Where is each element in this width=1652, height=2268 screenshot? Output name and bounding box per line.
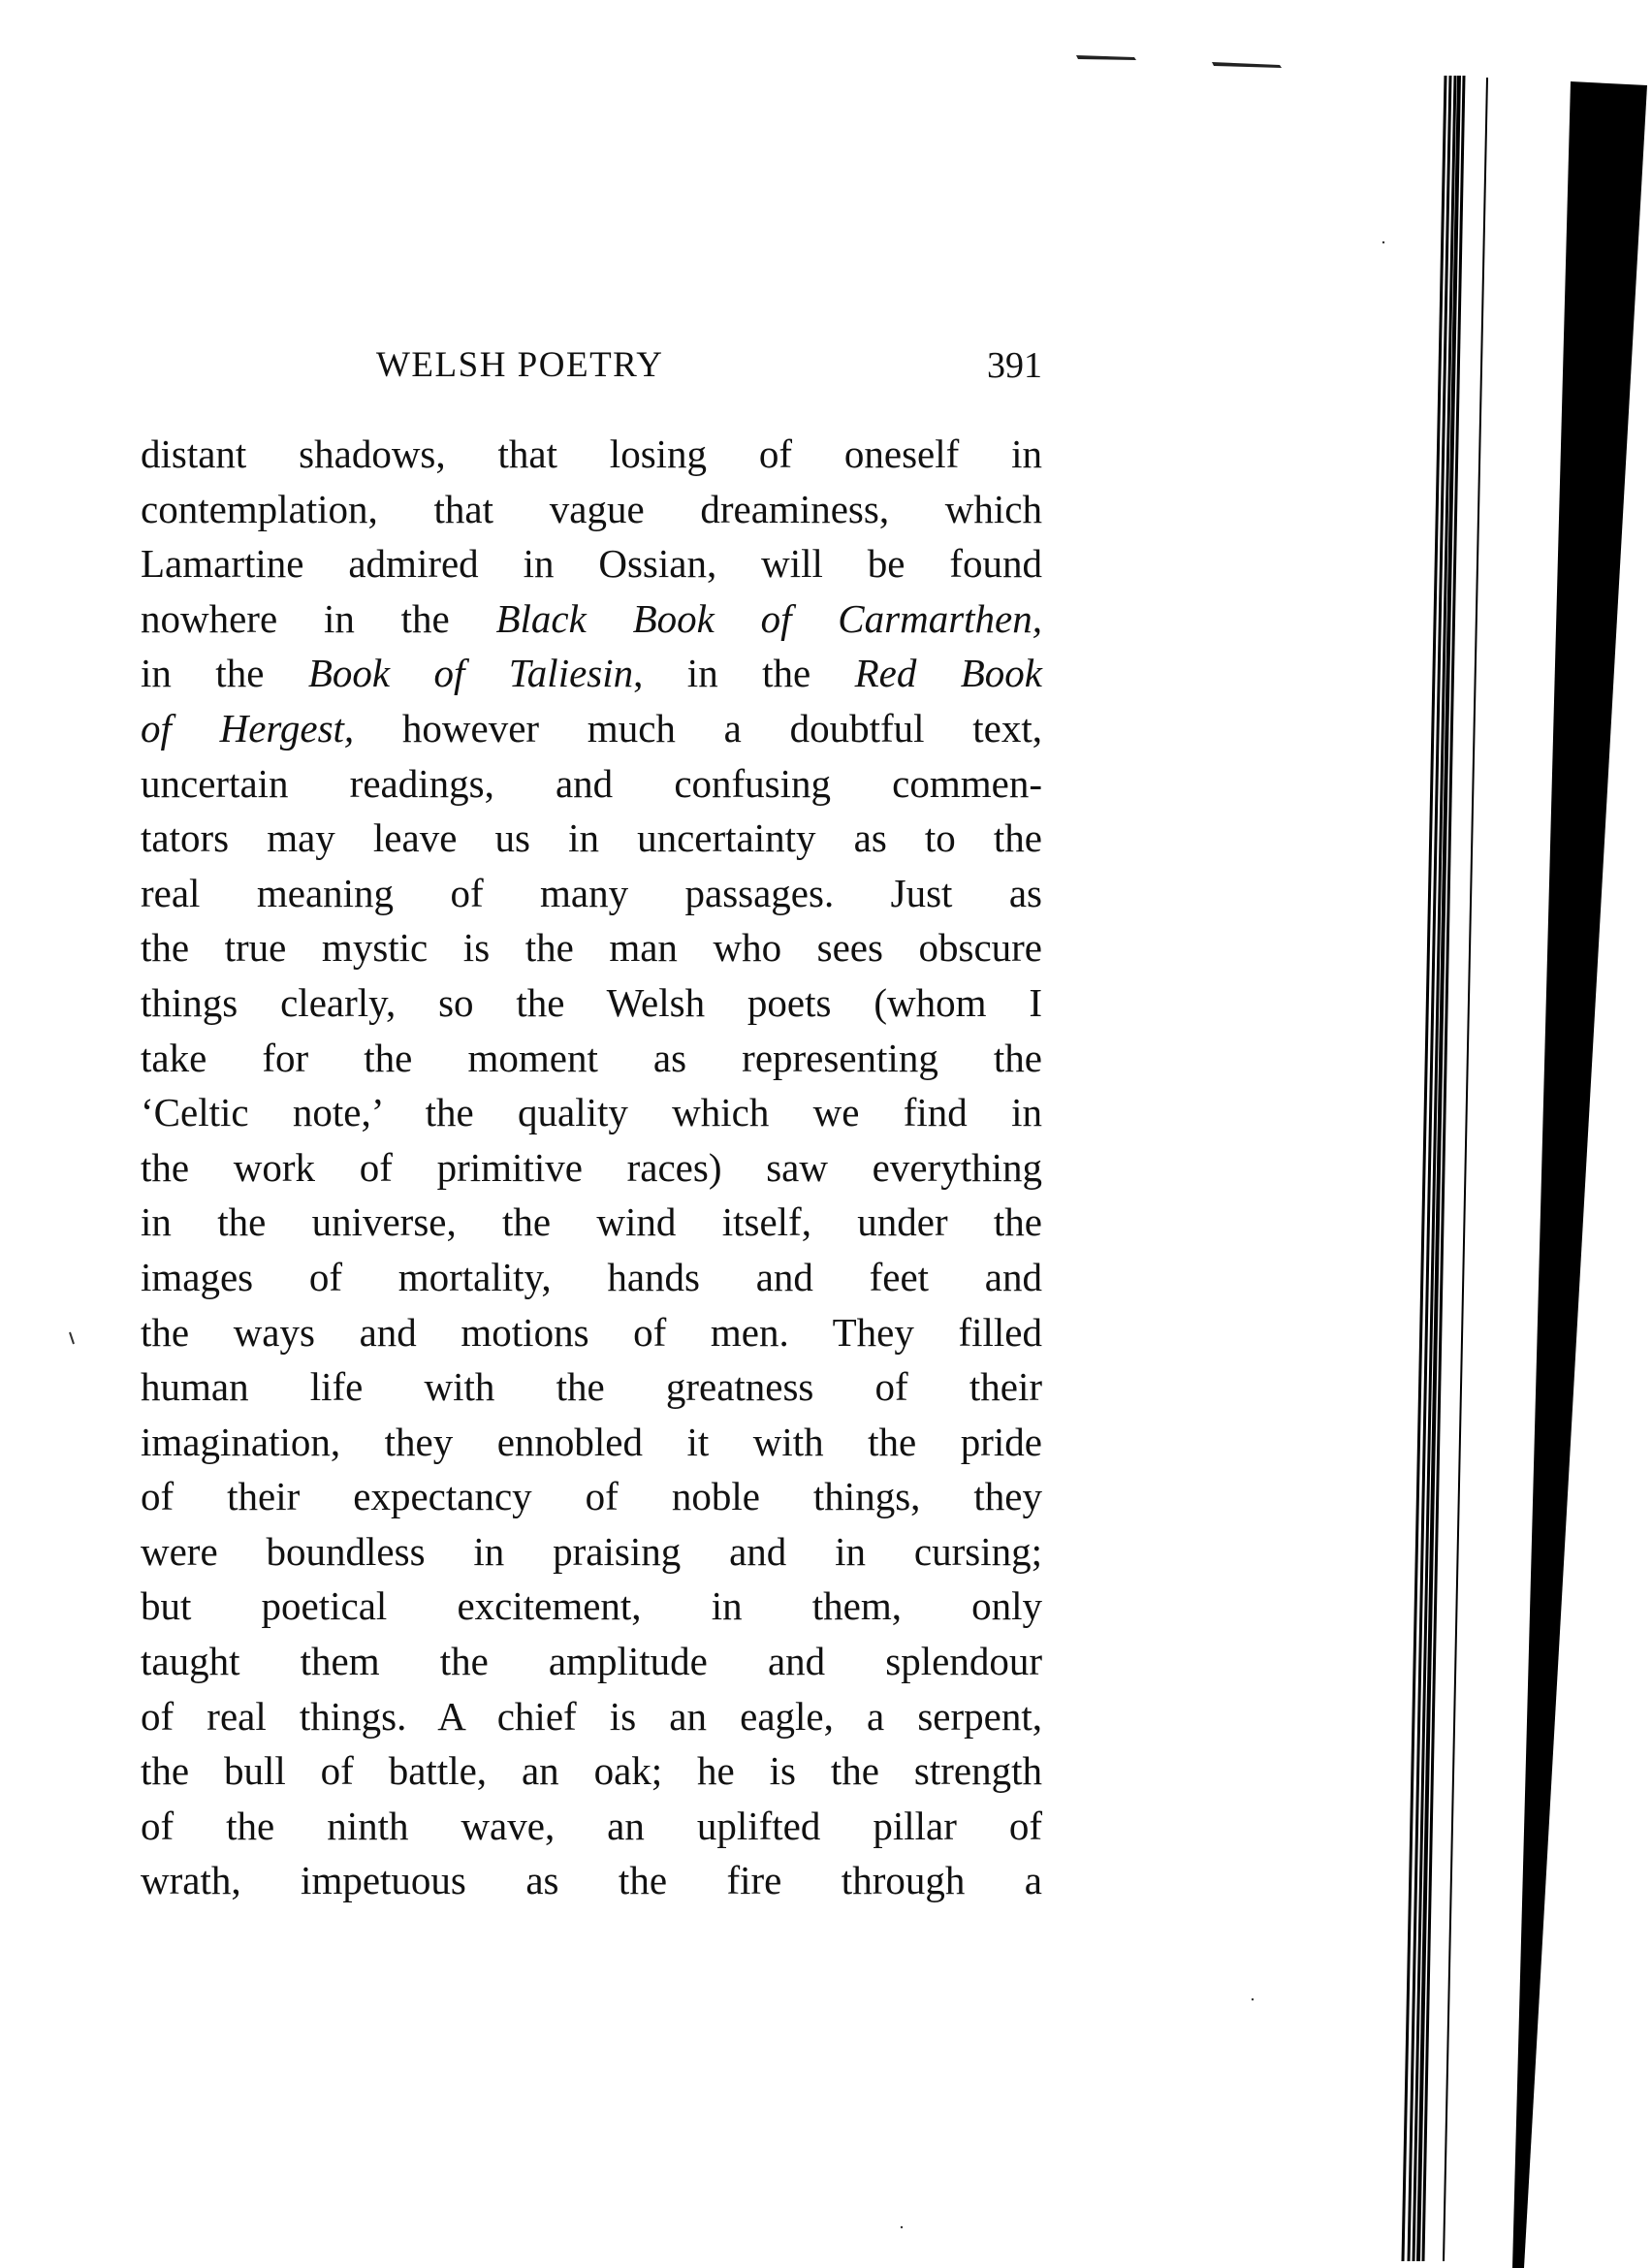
scan-smudge xyxy=(1076,55,1136,60)
text-segment: however much a doubtful text, xyxy=(354,705,1042,751)
text-segment: nowhere in the xyxy=(141,595,496,641)
text-segment: human life with the greatness of their xyxy=(141,1364,1042,1410)
stray-mark xyxy=(901,2226,903,2228)
text-segment: were boundless in praising and in cursing; xyxy=(141,1528,1042,1574)
text-segment: distant shadows, that losing of oneself in xyxy=(141,431,1042,476)
italic-title: Red Book xyxy=(854,651,1043,696)
text-segment: the ways and motions of men. They filled xyxy=(141,1309,1042,1355)
text-segment: of the ninth wave, an uplifted pillar of xyxy=(141,1803,1042,1848)
text-segment: contemplation, that vague dreaminess, which xyxy=(141,486,1042,531)
italic-title: of Hergest, xyxy=(141,705,355,751)
text-segment: of their expectancy of noble things, they xyxy=(141,1474,1042,1519)
page-number: 391 xyxy=(987,345,1042,386)
text-segment: the work of primitive races) saw everything xyxy=(141,1144,1042,1190)
text-segment: the true mystic is the man who sees obscure xyxy=(141,925,1042,971)
scan-smudge xyxy=(1212,62,1282,68)
text-segment: tators may leave us in uncertainty as to the xyxy=(141,815,1042,861)
top-scan-smudges xyxy=(1076,55,1282,68)
stray-marks xyxy=(70,241,1384,2228)
text-segment: , in the xyxy=(633,651,855,696)
page-edge-line xyxy=(1414,76,1455,2261)
text-segment: take for the moment as representing the xyxy=(141,1035,1042,1080)
text-segment: things clearly, so the Welsh poets (whom I xyxy=(141,979,1042,1025)
text-segment: images of mortality, hands and feet and xyxy=(141,1254,1042,1299)
text-segment: Lamartine admired in Ossian, will be found xyxy=(141,541,1042,587)
text-segment: of real things. A chief is an eagle, a serpent, xyxy=(141,1693,1042,1739)
text-segment: real meaning of many passages. Just as xyxy=(141,870,1042,915)
text-segment: in the universe, the wind itself, under the xyxy=(141,1199,1042,1245)
text-segment: wrath, impetuous as the fire through a xyxy=(141,1858,1042,1903)
text-segment: in the xyxy=(141,651,308,696)
text-segment: ‘Celtic note,’ the quality which we find in xyxy=(141,1090,1042,1135)
text-segment: uncertain readings, and confusing commen- xyxy=(141,760,1042,806)
page-edge-lines xyxy=(1403,76,1487,2261)
text-segment: imagination, they ennobled it with the pride xyxy=(141,1419,1042,1464)
stray-mark xyxy=(70,1332,74,1344)
running-title: WELSH POETRY xyxy=(376,345,664,385)
binding-shadow xyxy=(1512,81,1647,2268)
stray-mark xyxy=(1252,1998,1254,2000)
italic-title: Black Book of Carmarthen, xyxy=(495,595,1042,641)
stray-mark xyxy=(1382,241,1384,243)
text-segment: taught them the amplitude and splendour xyxy=(141,1639,1042,1684)
text-segment: the bull of battle, an oak; he is the strength xyxy=(141,1748,1042,1794)
text-segment: but poetical excitement, in them, only xyxy=(141,1583,1042,1629)
italic-title: Book of Taliesin xyxy=(307,651,634,696)
